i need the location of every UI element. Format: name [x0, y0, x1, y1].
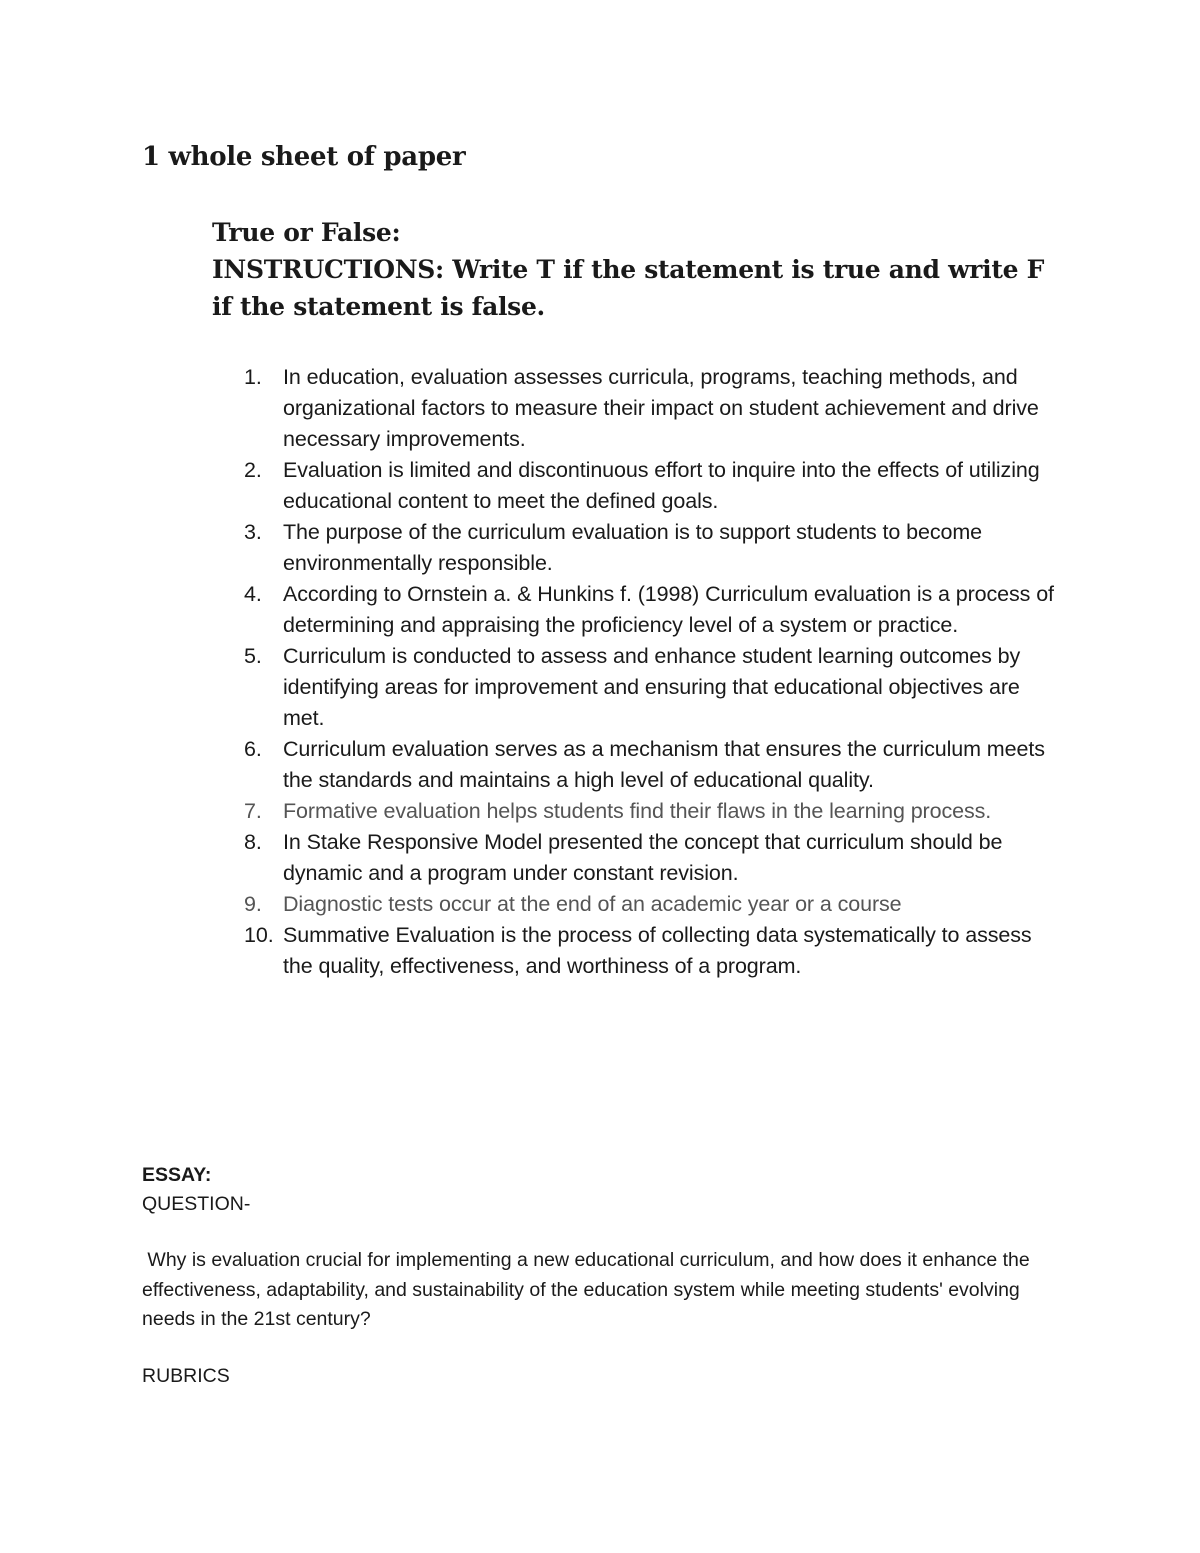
list-item	[244, 455, 1064, 517]
item-text: In education, evaluation assesses curricula, programs, teaching methods, and organizational factors to measure their impact on student achievement and drive necessary improvements.	[283, 365, 1039, 451]
item-number: 1.	[244, 365, 262, 389]
item-text: According to Ornstein a. & Hunkins f. (1998) Curriculum evaluation is a process of determining and appraising the proficiency level of a system or practice.	[283, 582, 1054, 637]
essay-question-label: QUESTION-	[142, 1193, 251, 1215]
item-number: 3.	[244, 520, 262, 544]
item-number: 2.	[244, 458, 262, 482]
item-text: Curriculum is conducted to assess and enhance student learning outcomes by identifying areas for improvement and ensuring that educational objectives are met.	[283, 644, 1021, 730]
essay-heading: ESSAY:	[142, 1164, 212, 1186]
true-false-list	[244, 362, 1064, 982]
item-text: Curriculum evaluation serves as a mechanism that ensures the curriculum meets the standards and maintains a high level of educational quality.	[283, 737, 1045, 792]
item-text: The purpose of the curriculum evaluation is to support students to become environmentally responsible.	[283, 520, 983, 575]
list-item	[244, 517, 1064, 579]
true-false-header	[212, 214, 1072, 325]
item-number: 5.	[244, 644, 262, 668]
true-false-title: True or False:	[212, 218, 401, 247]
list-item	[244, 920, 1064, 982]
list-item	[244, 889, 1064, 920]
list-item	[244, 827, 1064, 889]
item-number: 8.	[244, 830, 262, 854]
sheet-note: 1 whole sheet of paper	[142, 142, 466, 172]
item-text: Formative evaluation helps students find their flaws in the learning process.	[283, 799, 992, 823]
item-number: 6.	[244, 737, 262, 761]
essay-section	[142, 1161, 1042, 1391]
item-number: 7.	[244, 799, 262, 823]
item-number: 10.	[244, 923, 274, 947]
rubrics-label: RUBRICS	[142, 1364, 230, 1387]
item-text: In Stake Responsive Model presented the concept that curriculum should be dynamic and a program under constant revision.	[283, 830, 1003, 885]
list-item	[244, 579, 1064, 641]
true-false-instructions: INSTRUCTIONS: Write T if the statement is true and write F if the statement is false.	[212, 255, 1045, 321]
list-item	[244, 641, 1064, 734]
item-number: 4.	[244, 582, 262, 606]
list-item	[244, 796, 1064, 827]
list-item	[244, 362, 1064, 455]
essay-question: Why is evaluation crucial for implementing a new educational curriculum, and how does it enhance the effectiveness, adaptability, and sustainability of the education system while meeting students' evolving needs in the 21st century?	[142, 1249, 1036, 1330]
item-number: 9.	[244, 892, 262, 916]
item-text: Diagnostic tests occur at the end of an academic year or a course	[283, 892, 902, 916]
item-text: Evaluation is limited and discontinuous effort to inquire into the effects of utilizing educational content to meet the defined goals.	[283, 458, 1040, 513]
item-text: Summative Evaluation is the process of collecting data systematically to assess the quality, effectiveness, and worthiness of a program.	[283, 923, 1032, 978]
list-item	[244, 734, 1064, 796]
